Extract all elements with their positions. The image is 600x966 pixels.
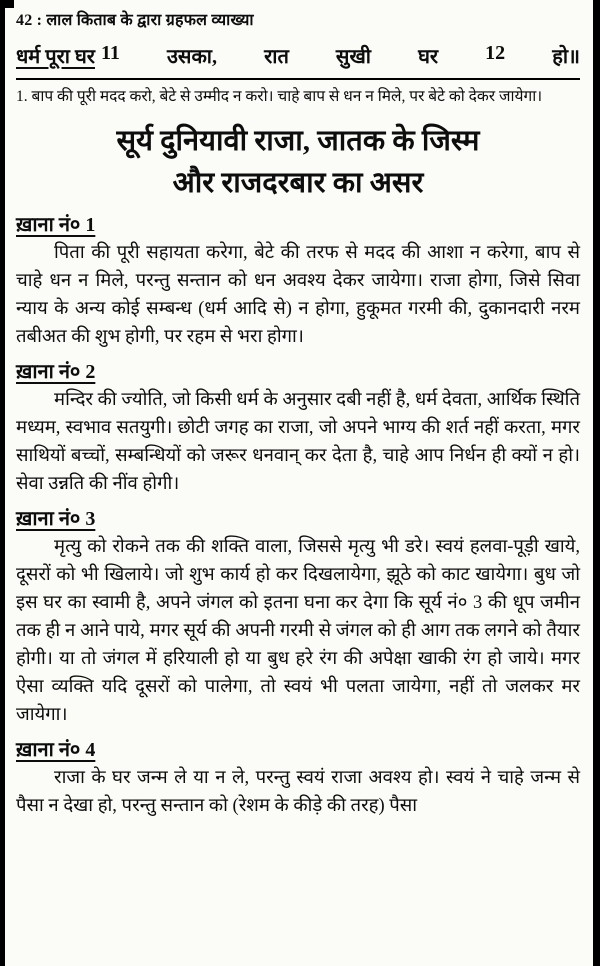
verse-word: उसका,: [166, 46, 217, 68]
verse-word: सुखी: [335, 46, 371, 68]
chapter-title-line2: और राजदरबार का असर: [172, 167, 424, 200]
section-body: मृत्यु को रोकने तक की शक्ति वाला, जिससे मृत्यु भी डरे। स्वयं हलवा-पूड़ी खाये, दूसरों को भी खिलाये। जो शुभ कार्य हो कर दिखलायेगा, झूठे को काट खायेगा। बुध जो इस घर का स्वामी है, अपने जंगल को इतना घना कर देगा कि सूर्य नं० 3 की धूप जमीन तक ही न आने पाये, मगर सूर्य की अपनी गरमी से जंगल को ही आग तक लगने को तैयार होगी। या तो जंगल में हरियाली हो या बुध हरे रंग की अपेक्षा खाकी रंग हो जाये। मगर ऐसा व्यक्ति यदि दूसरों को पालेगा, तो स्वयं भी पलता जायेगा, नहीं तो जलकर मर जायेगा।: [16, 537, 580, 726]
verse-word: 12: [485, 42, 506, 64]
section-khana-3: [16, 504, 580, 729]
verse-underlined-phrase: धर्म पूरा घर: [16, 46, 95, 68]
section-khana-2: [16, 357, 580, 498]
page-header: 42 : लाल किताब के द्वारा ग्रहफल व्याख्या: [16, 12, 254, 29]
section-body: मन्दिर की ज्योति, जो किसी धर्म के अनुसार दबी नहीं है, धर्म देवता, आर्थिक स्थिति मध्यम, स्वभाव सतयुगी। छोटी जगह का राजा, जो अपने भाग्य की शर्त नहीं करता, मगर साथियों बच्चों, सम्बन्धियों को जरूर धनवान् कर देता है, चाहे आप निर्धन ही क्यों न हो। सेवा उन्नति की नींव होगी।: [16, 390, 580, 495]
section-body: राजा के घर जन्म ले या न ले, परन्तु स्वयं राजा अवश्य हो। स्वयं ने चाहे जन्म से पैसा न देखा हो, परन्तु सन्तान को (रेशम के कीड़े की तरह) पैसा: [16, 768, 580, 817]
scan-edge-left: [0, 0, 5, 966]
footnote: 1. बाप की पूरी मदद करो, बेटे से उम्मीद न करो। चाहे बाप से धन न मिले, पर बेटे को देकर जायेगा।: [16, 88, 543, 105]
chapter-title-line1: सूर्य दुनियावी राजा, जातक के जिस्म: [116, 125, 480, 158]
section-body: पिता की पूरी सहायता करेगा, बेटे की तरफ से मदद की आशा न करेगा, बाप से चाहे धन न मिले, परन्तु सन्तान को धन अवश्य देकर जायेगा। राजा होगा, जिसे सिवा न्याय के अन्य कोई सम्बन्ध (धर्म आदि से) न होगा, हुकूमत गरमी की, दुकानदारी नरम तबीअत की शुभ होगी, पर रहम से भरा होगा।: [16, 243, 580, 348]
verse-word: 11: [100, 42, 120, 64]
verse-word: घर: [418, 46, 439, 68]
scan-edge-right: [593, 0, 600, 966]
section-heading: ख़ाना नं० 4: [16, 739, 96, 762]
verse-word: रात: [264, 46, 289, 68]
verse-line: [16, 42, 580, 69]
section-heading: ख़ाना नं० 1: [16, 214, 96, 237]
verse-rest: [101, 42, 580, 69]
section-heading: ख़ाना नं० 2: [16, 361, 96, 384]
verse-word: हो॥: [552, 46, 580, 68]
divider-rule: [16, 78, 580, 80]
scan-corner-mark: [0, 0, 14, 8]
chapter-title: [16, 120, 580, 204]
section-khana-4: [16, 735, 580, 820]
section-khana-1: [16, 210, 580, 351]
section-heading: ख़ाना नं० 3: [16, 508, 96, 531]
